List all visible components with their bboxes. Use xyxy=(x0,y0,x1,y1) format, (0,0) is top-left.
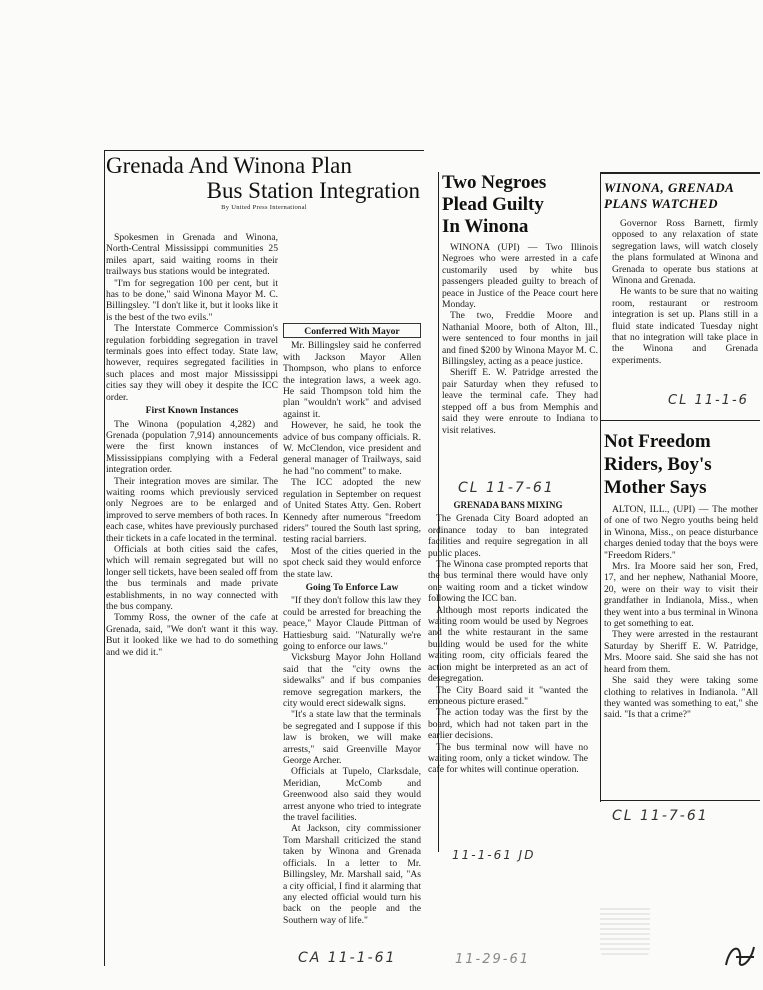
paragraph: ALTON, ILL., (UPI) — The mother of one of two Negro youths being held in Winona, Miss., on peace disturbance charges denied today that the boys were "Freedom Riders." xyxy=(604,504,758,561)
paragraph: Mrs. Ira Moore said her son, Fred, 17, and her nephew, Nathanial Moore, 20, were on their way to visit their grandfather in Indianola, Miss., when they went into a bus terminal in Winona to get something to eat. xyxy=(604,561,758,630)
paragraph: WINONA (UPI) — Two Illinois Negroes who were arrested in a cafe customarily used by white bus passengers pleaded guilty to breach of peace in Justice of the Peace court here Monday. xyxy=(442,242,598,311)
divider xyxy=(600,420,760,421)
paragraph: Tommy Ross, the owner of the cafe at Grenada, said, "We don't want it this way. But it looked like we had to do something and we did it." xyxy=(106,612,278,658)
column-rule xyxy=(104,150,105,966)
paragraph: He wants to be sure that no waiting room, restaurant or restroom integration is set up. Plans still in a fluid state indicated Tuesday night that no integration will take place in the Winona and Grenada experiments. xyxy=(612,286,758,366)
paragraph: "If they don't follow this law they could be arrested for breaching the peace," Mayor Claude Pittman of Hattiesburg said. "Naturally we're going to enforce our laws." xyxy=(283,595,421,652)
article-not-freedom-riders xyxy=(604,430,758,499)
faint-stamp-mark xyxy=(600,905,650,955)
column-rule xyxy=(600,172,601,802)
subheading: Conferred With Mayor xyxy=(283,323,421,338)
headline-line: In Winona xyxy=(442,216,529,237)
byline: By United Press International xyxy=(221,204,307,211)
paragraph: The ICC adopted the new regulation in September on request of United States Atty. Gen. Robert Kennedy after numerous "freedom riders" toured the South last spring, testing racial barriers. xyxy=(283,477,421,546)
headline xyxy=(604,180,758,212)
article-plans-watched xyxy=(604,180,758,212)
handwritten-initials-mark xyxy=(720,935,760,975)
paragraph: The Interstate Commerce Commission's regulation forbidding segregation in travel terminals goes into effect today. State law, however, requires segregated facilities in such places and most major Mississippi cities say they will obey it despite the ICC order. xyxy=(106,323,278,403)
paragraph: The City Board said it "wanted the erroneous picture erased." xyxy=(428,684,588,707)
article-grenada-bans xyxy=(428,498,588,776)
paragraph: Governor Ross Barnett, firmly opposed to any relaxation of state segregation laws, will watch closely the plans formulated at Winona and Grenada to operate bus stations at Winona and Grenada. xyxy=(612,218,758,287)
handwritten-date-note: CL 11-1-6 xyxy=(668,393,749,408)
handwritten-date-note: CL 11-7-61 xyxy=(458,480,555,496)
headline-line: Riders, Boy's xyxy=(604,454,712,475)
article1-left-column xyxy=(106,232,278,658)
paragraph: She said they were taking some clothing to relatives in Indianola. "All they wanted was something to eat," she said. "Is that a crime?" xyxy=(604,675,758,721)
headline-line: WINONA, GRENADA xyxy=(604,180,735,195)
headline-line: PLANS WATCHED xyxy=(604,196,719,211)
paragraph: "It's a state law that the terminals be segregated and I suppose if this law is broken, we will make arrests," said Greenville Mayor George Archer. xyxy=(283,709,421,767)
headline xyxy=(604,430,758,499)
paragraph: The bus terminal now will have no waiting room, only a ticket window. The cafe for whites will continue operation. xyxy=(428,741,588,776)
subheading: Going To Enforce Law xyxy=(305,581,399,593)
headline-line: Two Negroes xyxy=(442,172,547,193)
paragraph: The action today was the first by the board, which had not taken part in the earlier decisions. xyxy=(428,707,588,742)
paragraph: However, he said, he took the advice of bus company officials. R. W. McClendon, vice president and general manager of Trailways, said he had "no comment" to make. xyxy=(283,420,421,477)
paragraph: They were arrested in the restaurant Saturday by Sheriff E. W. Patridge, Mrs. Moore said. She said she has not heard from them. xyxy=(604,629,758,675)
paragraph: Vicksburg Mayor John Holland said that the "city owns the sidewalks" and if bus companies remove segregation markers, the city would erect sidewalk signs. xyxy=(283,652,421,709)
article-top-rule xyxy=(104,150,424,151)
headline-line-2: Bus Station Integration xyxy=(206,178,420,203)
headline: GRENADA BANS MIXING xyxy=(453,500,563,510)
headline-line: Not Freedom xyxy=(604,431,711,452)
article5-body xyxy=(604,504,758,721)
headline-line: Plead Guilty xyxy=(442,194,544,215)
paragraph: Spokesmen in Grenada and Winona, North-Central Mississippi communities 25 miles apart, said waiting rooms in their trailways bus stations would be integrated. xyxy=(106,232,278,278)
article4-body xyxy=(612,218,758,366)
paragraph: The Winona (population 4,282) and Grenada (population 7,914) announcements were the first known instances of Mississippians complying with a Federal integration order. xyxy=(106,418,278,476)
headline-line-1: Grenada And Winona Plan xyxy=(106,153,352,178)
headline-line: Mother Says xyxy=(604,477,707,498)
article1-right-column xyxy=(283,320,421,926)
article-grenada-winona xyxy=(106,153,422,213)
handwritten-date-note: 11-29-61 xyxy=(455,952,531,967)
article-top-rule xyxy=(600,172,760,174)
paragraph: Most of the cities queried in the spot check said they would enforce the state law. xyxy=(283,545,421,580)
paragraph: Officials at both cities said the cafes, which will remain segregated but will no longer sell tickets, have been sealed off from the bus terminals and made private establishments, in no way connected with the bus company. xyxy=(106,543,278,612)
divider xyxy=(600,800,760,801)
paragraph: The Winona case prompted reports that the bus terminal there would have only one waiting room and a ticket window following the ICC ban. xyxy=(428,559,588,605)
article2-body xyxy=(442,242,598,436)
handwritten-date-note: CL 11-7-61 xyxy=(612,808,709,824)
paragraph: Mr. Billingsley said he conferred with Jackson Mayor Allen Thompson, who plans to enforce the integration laws, a week ago. He said Thompson told him the plan "wouldn't work" and advised against it. xyxy=(283,340,421,420)
headline xyxy=(106,153,422,203)
paragraph: The Grenada City Board adopted an ordinance today to ban integrated facilities and require segregation in all public places. xyxy=(428,513,588,559)
subheading: First Known Instances xyxy=(145,405,239,417)
paragraph: At Jackson, city commissioner Tom Marshall criticized the stand taken by Winona and Grenada officials. In a letter to Mr. Billingsley, Mr. Marshall said, "As a city official, I find it alarming that any elected official would turn his back on the people and the Southern way of life." xyxy=(283,823,421,926)
paragraph: Their integration moves are similar. The waiting rooms which previously serviced only Negroes are to be enlarged and improved to serve members of both races. In each case, whites have previously purchased their tickets in a cafe located in the terminal. xyxy=(106,475,278,544)
headline xyxy=(442,172,598,238)
handwritten-date-note: CA 11-1-61 xyxy=(298,950,397,966)
paragraph: Although most reports indicated the waiting room would be used by Negroes and the white restaurant in the same building would be used for the white waiting room, city officials feared the action might be interpreted as an act of desegregation. xyxy=(428,604,588,685)
paragraph: "I'm for segregation 100 per cent, but it has to be done," said Winona Mayor M. C. Billingsley. "I don't like it, but it looks like it is the best of the two evils." xyxy=(106,277,278,323)
paragraph: The two, Freddie Moore and Nathanial Moore, both of Alton, Ill., were sentenced to four months in jail and fined $200 by Winona Mayor M. C. Billingsley, acting as a peace justice. xyxy=(442,310,598,368)
handwritten-date-note: 11-1-61 JD xyxy=(452,848,536,862)
paragraph: Sheriff E. W. Patridge arrested the pair Saturday when they refused to leave the terminal cafe. They had stepped off a bus from Memphis and said they were enroute to Indiana to visit relatives. xyxy=(442,367,598,436)
article-two-negroes xyxy=(442,172,598,238)
paragraph: Officials at Tupelo, Clarksdale, Meridian, McComb and Greenwood also said they would arrest anyone who tried to integrate the travel facilities. xyxy=(283,766,421,824)
